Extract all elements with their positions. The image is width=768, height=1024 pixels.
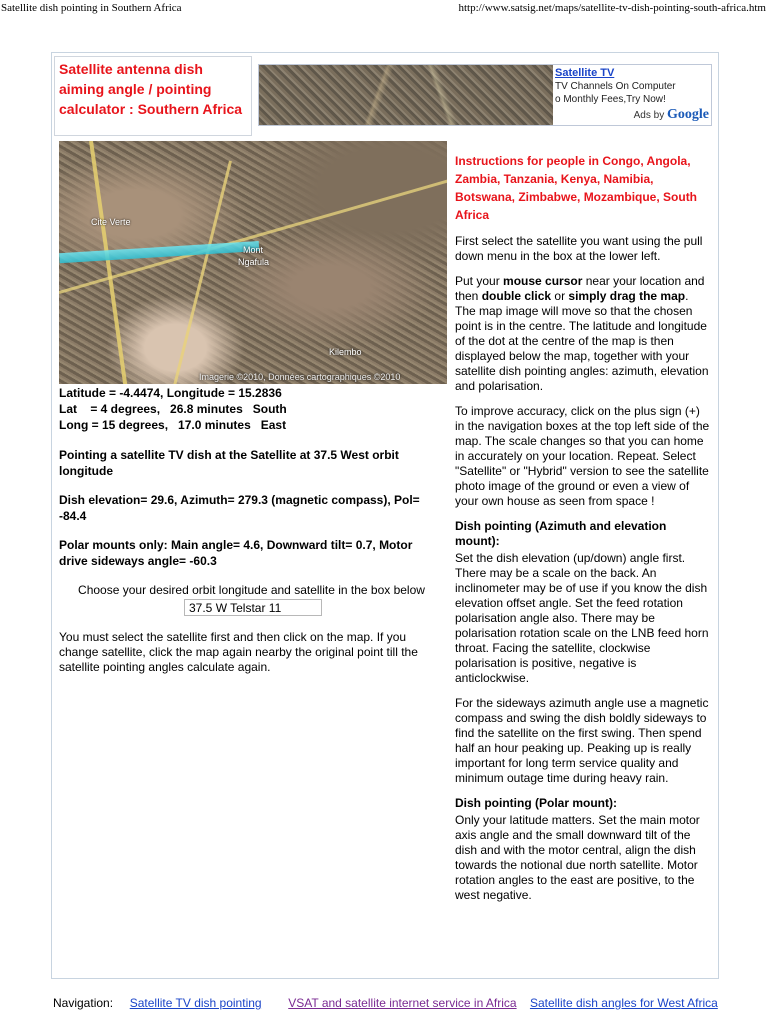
instructions-p5: For the sideways azimuth angle use a magnetic compass and swing the dish boldly sideways to find the satellite on the first swing. Then spend half an hour peaking up. Peaking up is really important for long term service quality and minimum outage time during heavy rain. xyxy=(455,696,709,785)
heading-polar-mount: Dish pointing (Polar mount): xyxy=(455,796,617,810)
ad-link-satellite-tv[interactable]: Satellite TV xyxy=(555,67,615,79)
ad-line-2: o Monthly Fees,Try Now! xyxy=(555,94,666,105)
usage-note: You must select the satellite first and then click on the map. If you change satellite, click the map again nearby the original point till the satellite pointing angles calculate again. xyxy=(59,630,418,674)
map-road xyxy=(89,141,129,384)
satellite-select[interactable]: 37.5 W Telstar 11 xyxy=(184,599,322,616)
instructions-heading: Instructions for people in Congo, Angola, Zambia, Tanzania, Kenya, Namibia, Botswana, Zimbabwe, Mozambique, South Africa xyxy=(455,154,698,222)
print-header-title: Satellite dish pointing in Southern Africa xyxy=(1,2,182,14)
instructions-p3: To improve accuracy, click on the plus sign (+) in the navigation boxes at the top left side of the map. The scale changes so that you can home in accurately on your location. Repeat. Select "Satellite" or "Hybrid" version to see the satellite photo image of the ground or even a view of your own house as seen from space ! xyxy=(455,404,710,508)
pointing-summary: Pointing a satellite TV dish at the Satellite at 37.5 West orbit longitude xyxy=(59,448,399,478)
ads-by-label: Ads by xyxy=(633,110,665,121)
page-title: Satellite antenna dish aiming angle / pointing calculator : Southern Africa xyxy=(59,61,243,117)
ad-aerial-image[interactable] xyxy=(259,65,553,125)
dish-angles-result: Dish elevation= 29.6, Azimuth= 279.3 (magnetic compass), Pol= -84.4 xyxy=(59,493,420,523)
nav-link-west-africa[interactable]: Satellite dish angles for West Africa xyxy=(529,996,718,1010)
polar-mount-result: Polar mounts only: Main angle= 4.6, Downward tilt= 0.7, Motor drive sideways angle= -60.3 xyxy=(59,538,413,568)
map-label-kilembo: Kilembo xyxy=(329,347,362,357)
latlong-decimal: Latitude = -4.4474, Longitude = 15.2836 xyxy=(59,386,282,400)
instructions-p2: Put your mouse cursor near your location and then double click or simply drag the map. The map image will move so that the chosen point is in the centre. The latitude and longitude of the dot at the centre of the map is then displayed below the map, together with your satellite dish pointing angles: azimuth, elevation and polarisation. xyxy=(455,274,709,393)
print-header xyxy=(0,0,768,16)
coordinates-results xyxy=(59,385,444,433)
nav-label: Navigation: xyxy=(53,996,114,1010)
heading-azimuth-elevation: Dish pointing (Azimuth and elevation mount): xyxy=(455,519,667,548)
longitude-dms: Long = 15 degrees, 17.0 minutes East xyxy=(59,418,287,432)
satellite-map[interactable] xyxy=(59,141,447,384)
ad-text xyxy=(555,67,711,106)
instructions-p1: First select the satellite you want using the pull down menu in the box at the lower left. xyxy=(455,234,703,263)
print-header-url: http://www.satsig.net/maps/satellite-tv-dish-pointing-south-africa.htm xyxy=(458,2,766,14)
choose-satellite-label: Choose your desired orbit longitude and satellite in the box below xyxy=(78,583,425,597)
nav-link-vsat-africa[interactable]: VSAT and satellite internet service in Africa xyxy=(288,996,517,1010)
ads-by-google[interactable] xyxy=(634,107,709,123)
map-label-ngafula: Ngafula xyxy=(238,257,270,267)
map-credit: Imagerie ©2010, Données cartographiques ©2010 xyxy=(199,372,401,382)
google-logo: Google xyxy=(667,107,709,122)
map-label-cite-verte: Cite Verte xyxy=(91,217,131,227)
map-label-mont: Mont xyxy=(243,245,264,255)
ad-line-1: TV Channels On Computer xyxy=(555,81,676,92)
map-road xyxy=(59,175,447,294)
title-cell xyxy=(54,56,252,136)
navigation-footer xyxy=(53,996,753,1011)
satellite-beam-line xyxy=(59,241,259,263)
instructions-column xyxy=(455,152,710,913)
latitude-dms: Lat = 4 degrees, 26.8 minutes South xyxy=(59,402,287,416)
ad-banner[interactable] xyxy=(258,64,712,126)
nav-link-satellite-tv-dish-pointing[interactable]: Satellite TV dish pointing xyxy=(129,996,262,1010)
instructions-p6: Only your latitude matters. Set the main motor axis angle and the small downward tilt of the dish and with the motor central, align the dish towards the notional due north satellite. Motor rotation angles to the east are positive, to the west negative. xyxy=(455,813,700,902)
map-road xyxy=(171,161,232,384)
instructions-p4: Set the dish elevation (up/down) angle first. There may be a scale on the back. An inclinometer may be of use if you know the dish elevation offset angle. Set the feed rotation polarisation angle also. There may be polarisation rotation scale on the LNB feed horn throat. Facing the satellite, clockwise polarisation is positive, negative is anticlockwise. xyxy=(455,551,709,685)
